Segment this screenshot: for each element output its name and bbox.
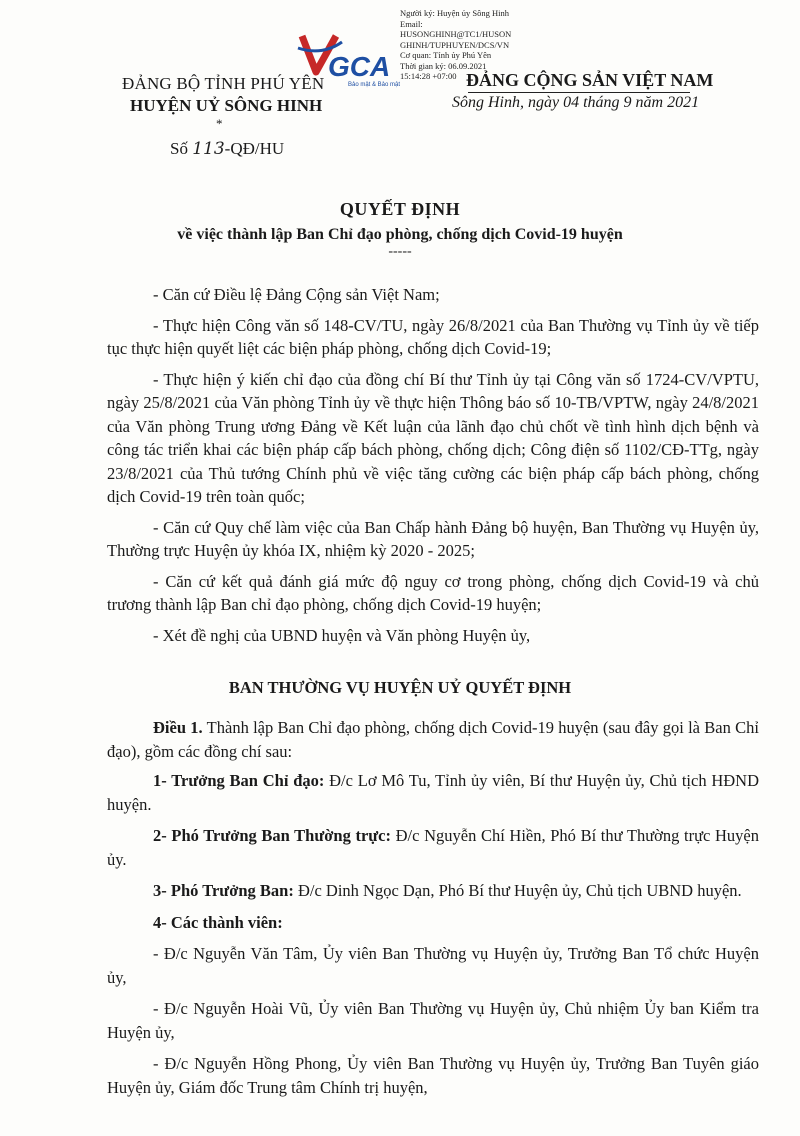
decision-heading: BAN THƯỜNG VỤ HUYỆN UỶ QUYẾT ĐỊNH (228, 678, 572, 697)
preamble-item: - Xét đề nghị của UBND huyện và Văn phòng Huyện ủy, (153, 625, 531, 645)
role-text: Đ/c Lơ Mô Tu, Tỉnh ủy viên, Bí thư Huyện ủy, Chủ tịch HĐND huyện. (107, 771, 759, 814)
preamble-item: - Thực hiện ý kiến chỉ đạo của đồng chí Bí thư Tỉnh ủy tại Công văn số 1724-CV/VPTU, ngày 25/8/2021 của Văn phòng Tỉnh ủy về thực hiện Thông báo số 10-TB/VPTW, ngày 24/8/2021 của Văn phòng Trung ương Đảng về Kết luận của lãnh đạo chủ chốt về tình hình dịch bệnh và công tác triển khai các biện pháp cấp bách phòng, chống dịch; Công điện số 1102/CĐ-TTg, ngày 23/8/2021 của Thủ tướng Chính phủ về việc tăng cường các biện pháp cấp bách phòng, chống dịch Covid-19 trên toàn quốc; (107, 369, 759, 506)
article-1-label: Điều 1. (153, 718, 203, 737)
preamble-item: - Căn cứ kết quả đánh giá mức độ nguy cơ trong phòng, chống dịch Covid-19 và chủ trương thành lập Ban chỉ đạo phòng, chống dịch Covid-19 huyện; (107, 571, 759, 614)
handwritten-number: 113 (192, 139, 225, 159)
role-item (107, 769, 759, 816)
role-label: 3- Phó Trưởng Ban: (153, 881, 294, 900)
header-star: * (216, 116, 223, 131)
members-heading (107, 911, 759, 935)
signature-line: Email: (400, 18, 423, 29)
role-label: 2- Phó Trưởng Ban Thường trực: (153, 826, 391, 845)
preamble-item: - Căn cứ Quy chế làm việc của Ban Chấp hành Đảng bộ huyện, Ban Thường vụ Huyện ủy, Thường trực Huyện ủy khóa IX, nhiệm kỳ 2020 - 2025; (107, 517, 759, 560)
role-item (107, 824, 759, 871)
vgca-tagline: Bảo mật & Bảo mật (348, 82, 401, 88)
document-subtitle: về việc thành lập Ban Chỉ đạo phòng, chống dịch Covid-19 huyện (177, 226, 623, 243)
signature-line: GHINH/TUPHUYEN/DCS/VN (400, 39, 510, 50)
article-1-text: Thành lập Ban Chỉ đạo phòng, chống dịch Covid-19 huyện (sau đây gọi là Ban Chỉ đạo), gồm các đồng chí sau: (107, 718, 760, 761)
signature-line: Người ký: Huyện ủy Sông Hinh (400, 8, 509, 18)
article-section (107, 716, 759, 1099)
number-prefix: Số (170, 139, 193, 158)
district-committee-name: HUYỆN UỶ SÔNG HINH (130, 96, 323, 115)
role-item (107, 879, 759, 903)
member-item: - Đ/c Nguyễn Văn Tâm, Ủy viên Ban Thường vụ Huyện ủy, Trưởng Ban Tổ chức Huyện ủy, (107, 944, 759, 987)
preamble-item: - Căn cứ Điều lệ Đảng Cộng sản Việt Nam; (153, 285, 440, 304)
role-text: Đ/c Dinh Ngọc Dạn, Phó Bí thư Huyện ủy, Chủ tịch UBND huyện. (293, 881, 742, 900)
signature-line: Thời gian ký: 06.09.2021 (400, 60, 487, 71)
role-text: Đ/c Nguyễn Chí Hiền, Phó Bí thư Thường trực Huyện ủy. (107, 826, 759, 869)
preamble (107, 283, 759, 647)
title-underline (468, 92, 690, 93)
members-heading-text: 4- Các thành viên: (153, 912, 283, 932)
place-date: Sông Hinh, ngày 04 tháng 9 năm 2021 (452, 94, 700, 111)
signature-line: 15:14:28 +07:00 (400, 71, 457, 81)
svg-text:GCA: GCA (328, 51, 391, 82)
article-1 (107, 716, 759, 763)
number-suffix: -QĐ/HU (224, 139, 285, 158)
member-item: - Đ/c Nguyễn Hồng Phong, Ủy viên Ban Thường vụ Huyện ủy, Trưởng Ban Tuyên giáo Huyện ủy, Giám đốc Trung tâm Chính trị huyện, (107, 1054, 759, 1097)
signature-line: Cơ quan: Tỉnh ủy Phú Yên (400, 50, 492, 60)
member-item: - Đ/c Nguyễn Hoài Vũ, Ủy viên Ban Thường vụ Huyện ủy, Chủ nhiệm Ủy ban Kiểm tra Huyện ủy, (107, 999, 759, 1042)
role-label: 1- Trưởng Ban Chỉ đạo: (153, 771, 325, 790)
title-divider: ----- (388, 244, 412, 259)
signature-line: HUSONGHINH@TC1/HUSON (400, 29, 512, 39)
document-number (170, 139, 284, 159)
party-committee-name: ĐẢNG BỘ TỈNH PHÚ YÊN (122, 74, 325, 93)
document-title: QUYẾT ĐỊNH (339, 199, 461, 219)
party-national-title: ĐẢNG CỘNG SẢN VIỆT NAM (466, 70, 714, 90)
preamble-item: - Thực hiện Công văn số 148-CV/TU, ngày 26/8/2021 của Ban Thường vụ Tỉnh ủy về tiếp tục thực hiện quyết liệt các biện pháp phòng, chống dịch Covid-19; (107, 315, 759, 358)
